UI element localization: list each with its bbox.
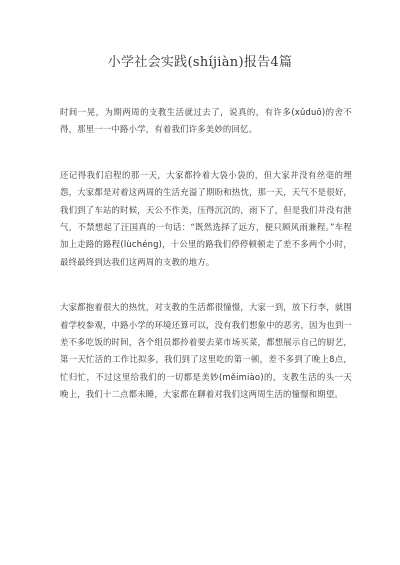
document-title: 小学社会实践(shíjiàn)报告4篇 (107, 55, 293, 70)
paragraph: 时间一晃，为期两周的支教生活就过去了，说真的，有许多(xǔduō)的舍不得，那里一一中路小学，有着我们许多美妙的回忆。 (60, 107, 352, 135)
paragraph: 还记得我们启程的那一天，大家都拎着大袋小袋的，但大家并没有丝毫的埋怨，大家都是对着这两周的生活充溢了期盼和热忱，那一天，天气不是很好，我们到了车站的时候，天公不作美，压得沉沉的，雨下了，但是我们并没有泄气，不禁想起了汪国真的一句话：“既然选择了远方，便只顾风雨兼程。”车程加上走路的路程(lùchéng)，十公里的路我们停停顿顿走了差不多两个小时，最终最终到达我们这两周的支教的地方。 (60, 169, 352, 267)
document-body (60, 104, 352, 432)
paragraph: 大家都抱着很大的热忱，对支教的生活都很憧憬，大家一到，放下行李，就围着学校参观，中路小学的环境还算可以，没有我们想象中的恶劣，因为也到一差不多吃饭的时间，各个组员都拎着要去菜市场买菜，都想展示自己的厨艺，第一天忙活的工作比拟多，我们到了这里吃的第一顿，差不多到了晚上8点，忙归忙，不过这里给我们的一切都是美妙(měimiào)的，支教生活的头一天晚上，我们十二点都未睡，大家都在聊着对我们这两周生活的憧憬和期望。 (60, 302, 352, 400)
